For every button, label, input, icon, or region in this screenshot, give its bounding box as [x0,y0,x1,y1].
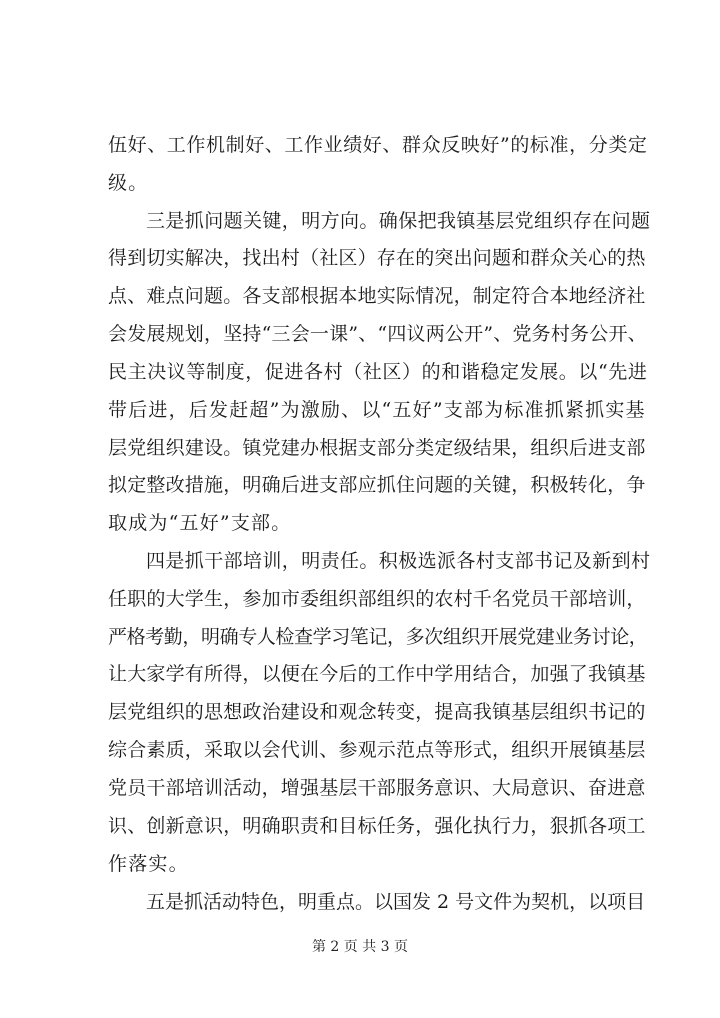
text-line: 任职的大学生，参加市委组织部组织的农村千名党员干部培训， [108,588,646,610]
text-line: 五是抓活动特色，明重点。以国发 2 号文件为契机，以项目 [146,891,646,913]
page-number: 第 2 页 共 3 页 [311,939,409,955]
text-line: 综合素质，采取以会代训、参观示范点等形式，组织开展镇基层 [108,739,646,761]
text-line: 点、难点问题。各支部根据本地实际情况，制定符合本地经济社 [108,285,646,307]
text-line: 党员干部培训活动，增强基层干部服务意识、大局意识、奋进意 [108,777,646,799]
text-line: 取成为“五好”支部。 [108,512,292,534]
text-line: 民主决议等制度，促进各村（社区）的和谐稳定发展。以“先进 [108,361,648,383]
text-line: 四是抓干部培训，明责任。积极选派各村支部书记及新到村 [146,550,651,572]
text-line: 得到切实解决，找出村（社区）存在的突出问题和群众关心的热 [108,247,646,269]
text-line: 带后进，后发赶超”为激励、以“五好”支部为标准抓紧抓实基 [108,399,646,421]
text-line: 伍好、工作机制好、工作业绩好、群众反映好”的标准，分类定 [108,134,648,156]
text-line: 层党组织建设。镇党建办根据支部分类定级结果，组织后进支部 [108,437,646,459]
text-line: 严格考勤，明确专人检查学习笔记，多次组织开展党建业务讨论， [108,626,648,648]
text-line: 级。 [108,172,149,194]
text-line: 层党组织的思想政治建设和观念转变，提高我镇基层组织书记的 [108,701,646,723]
text-line: 会发展规划，坚持“三会一课”、“四议两公开”、党务村务公开、 [108,323,647,345]
text-line: 作落实。 [108,853,189,875]
text-line: 三是抓问题关键，明方向。确保把我镇基层党组织存在问题 [146,210,651,232]
text-line: 让大家学有所得，以便在今后的工作中学用结合，加强了我镇基 [108,663,646,685]
text-line: 识、创新意识，明确职责和目标任务，强化执行力，狠抓各项工 [108,815,646,837]
text-line: 拟定整改措施，明确后进支部应抓住问题的关键，积极转化，争 [108,474,646,496]
